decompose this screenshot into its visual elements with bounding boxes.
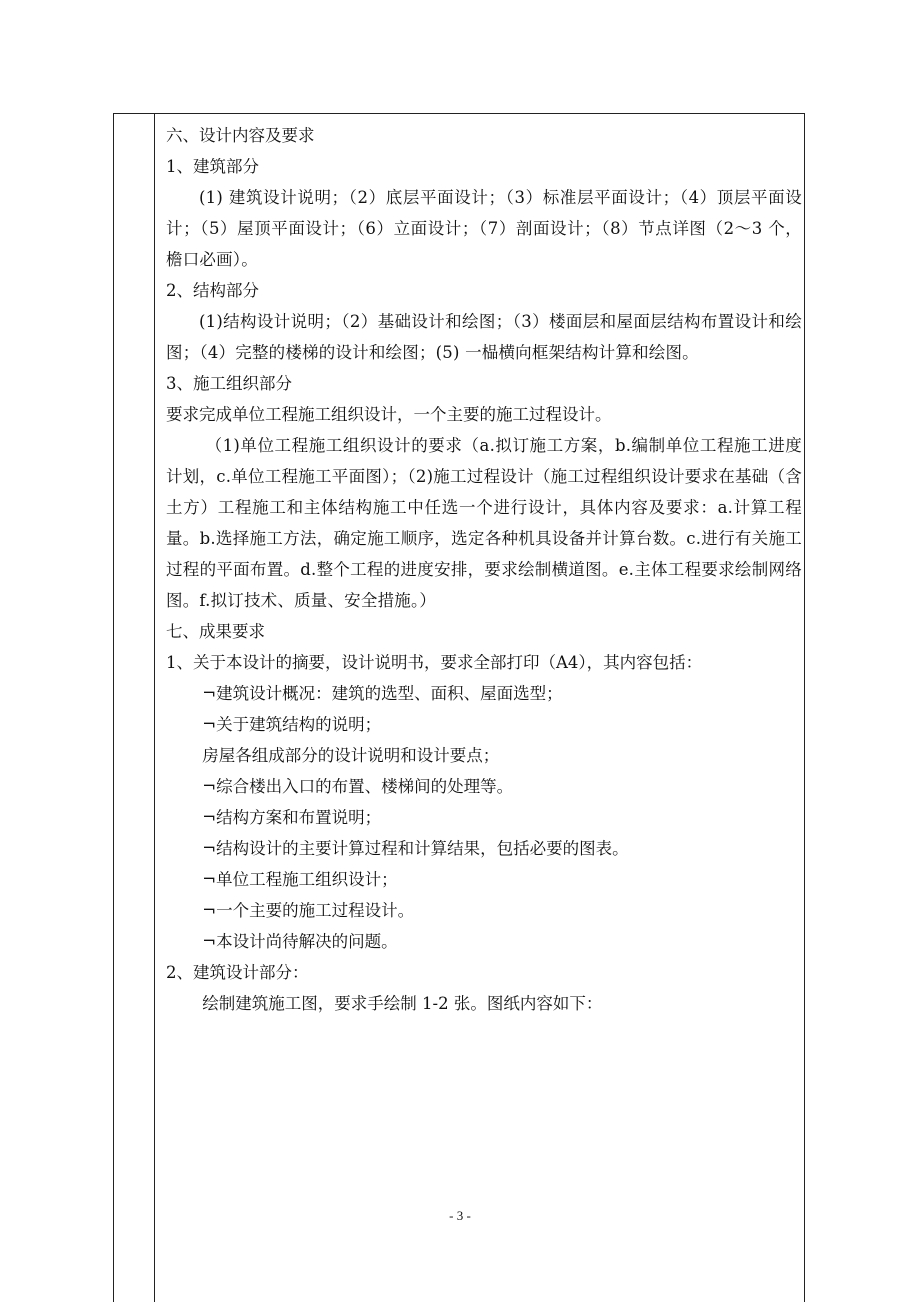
construction-heading: 3、施工组织部分 [166, 374, 292, 393]
list-item: ¬建筑设计概况：建筑的选型、面积、屋面选型； [202, 684, 563, 703]
list-item: ¬结构方案和布置说明； [202, 808, 382, 827]
results-item-1-heading: 1、关于本设计的摘要，设计说明书，要求全部打印（A4），其内容包括： [166, 653, 703, 672]
results-item-2-text: 绘制建筑施工图，要求手绘制 1-2 张。图纸内容如下： [202, 994, 603, 1013]
arch-text: (1) 建筑设计说明；（2）底层平面设计；（3）标准层平面设计；（4）顶层平面设计；（5）屋顶平面设计；（6）立面设计；（7）剖面设计；（8）节点详图（2～3 个，檐口必画）。 [166, 188, 802, 269]
results-item-2-heading: 2、建筑设计部分： [166, 963, 309, 982]
arch-heading: 1、建筑部分 [166, 157, 259, 176]
page-number: - 3 - [449, 1208, 471, 1223]
list-item: 房屋各组成部分的设计说明和设计要点； [202, 746, 500, 765]
construction-intro: 要求完成单位工程施工组织设计，一个主要的施工过程设计。 [166, 405, 612, 424]
document-content [166, 120, 802, 1019]
list-item: ¬一个主要的施工过程设计。 [202, 901, 415, 920]
section-6-title: 六、设计内容及要求 [166, 126, 315, 145]
list-item: ¬单位工程施工组织设计； [202, 870, 398, 889]
list-item: ¬综合楼出入口的布置、楼梯间的处理等。 [202, 777, 514, 796]
section-7-title: 七、成果要求 [166, 622, 265, 641]
list-item: ¬本设计尚待解决的问题。 [202, 932, 398, 951]
list-item: ¬结构设计的主要计算过程和计算结果，包括必要的图表。 [202, 839, 629, 858]
column-divider [154, 114, 155, 1302]
list-item: ¬关于建筑结构的说明； [202, 715, 382, 734]
table-frame [113, 113, 805, 1302]
struct-heading: 2、结构部分 [166, 281, 259, 300]
construction-text: （1)单位工程施工组织设计的要求（a.拟订施工方案，b.编制单位工程施工进度计划，c.单位工程施工平面图）；（2)施工过程设计（施工过程组织设计要求在基础（含土方）工程施工和主体结构施工中任选一个进行设计，具体内容及要求：a.计算工程量。b.选择施工方法，确定施工顺序，选定各种机具设备并计算台数。c.进行有关施工过程的平面布置。d.整个工程的进度安排，要求绘制横道图。e.主体工程要求绘制网络图。f.拟订技术、质量、安全措施。） [166, 436, 802, 610]
struct-text: (1)结构设计说明；（2）基础设计和绘图；（3）楼面层和屋面层结构布置设计和绘图；（4）完整的楼梯的设计和绘图；(5) 一榀横向框架结构计算和绘图。 [166, 312, 802, 362]
